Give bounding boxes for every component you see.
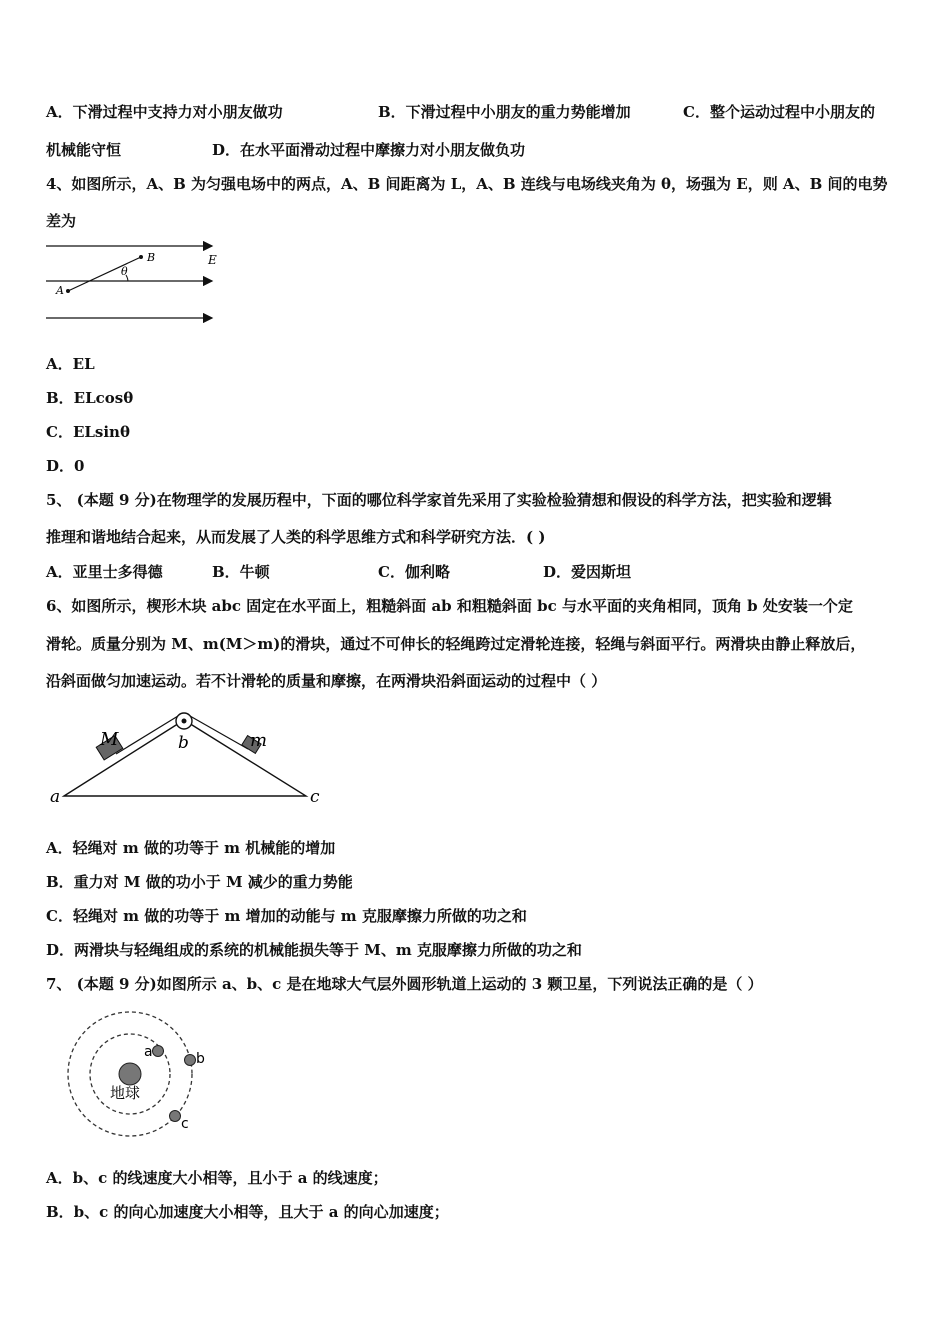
wedge-pulley-figure	[44, 704, 334, 814]
point-a	[66, 289, 70, 293]
q4-option-b: B．ELcosθ	[46, 389, 134, 407]
q6-option-b: B．重力对 M 做的功小于 M 减少的重力势能	[46, 873, 353, 891]
electric-field-figure	[40, 236, 230, 328]
q4-option-a: A．EL	[46, 355, 95, 373]
q5-option-c: C．伽利略	[378, 563, 450, 581]
q6-option-c: C．轻绳对 m 做的功等于 m 增加的动能与 m 克服摩擦力所做的功之和	[46, 907, 527, 925]
label-theta: θ	[121, 265, 128, 278]
label-e: E	[208, 253, 217, 267]
q3-option-c: C．整个运动过程中小朋友的	[683, 103, 875, 121]
label-small-m: m	[250, 730, 268, 751]
q6-option-a: A．轻绳对 m 做的功等于 m 机械能的增加	[46, 839, 336, 857]
q3-option-b: B．下滑过程中小朋友的重力势能增加	[378, 103, 631, 121]
q3-option-c-cont: 机械能守恒	[46, 141, 122, 159]
label-sat-a: a	[144, 1044, 153, 1060]
q3-option-a: A．下滑过程中支持力对小朋友做功	[46, 103, 283, 121]
satellite-b	[185, 1055, 196, 1066]
q5-stem-line1: 5、 (本题 9 分)在物理学的发展历程中，下面的哪位科学家首先采用了实验检验猜想和假设的科学方法，把实验和逻辑	[46, 491, 832, 509]
segment-ab	[68, 257, 141, 291]
satellite-c	[170, 1111, 181, 1122]
satellite-orbit-figure	[60, 1004, 220, 1144]
q4-option-d: D．0	[46, 457, 85, 475]
label-vertex-a: a	[50, 787, 61, 807]
q3-option-d: D．在水平面滑动过程中摩擦力对小朋友做负功	[212, 141, 526, 159]
label-vertex-c: c	[310, 787, 320, 807]
q4-stem-line1: 4、如图所示，A、B 为匀强电场中的两点，A、B 间距离为 L，A、B 连线与电场线夹角为 θ，场强为 E，则 A、B 间的电势	[46, 175, 888, 193]
label-vertex-b: b	[178, 733, 189, 753]
label-big-m: M	[100, 729, 119, 750]
point-b	[139, 255, 143, 259]
label-sat-b: b	[196, 1051, 205, 1067]
label-a: A	[56, 284, 64, 297]
q6-stem-line3: 沿斜面做匀加速运动。若不计滑轮的质量和摩擦，在两滑块沿斜面运动的过程中（ ）	[46, 672, 607, 690]
q5-option-b: B．牛顿	[212, 563, 270, 581]
q5-option-a: A．亚里士多得德	[46, 563, 163, 581]
satellite-a	[153, 1046, 164, 1057]
q4-stem-line2: 差为	[46, 212, 77, 230]
q4-option-c: C．ELsinθ	[46, 423, 130, 441]
earth	[119, 1063, 141, 1085]
label-b: B	[147, 251, 156, 264]
pulley-axle	[182, 719, 187, 724]
q7-option-a: A．b、c 的线速度大小相等，且小于 a 的线速度；	[46, 1169, 388, 1187]
rope-left	[116, 716, 178, 754]
q7-stem: 7、 (本题 9 分)如图所示 a、b、c 是在地球大气层外圆形轨道上运动的 3 颗卫星，下列说法正确的是（ ）	[46, 975, 763, 993]
q6-stem-line1: 6、如图所示，楔形木块 abc 固定在水平面上，粗糙斜面 ab 和粗糙斜面 bc 与水平面的夹角相同，顶角 b 处安装一个定	[46, 597, 853, 615]
q6-stem-line2: 滑轮。质量分别为 M、m(M＞m)的滑块，通过不可伸长的轻绳跨过定滑轮连接，轻绳与斜面平行。两滑块由静止释放后，	[46, 635, 866, 653]
rope-right	[190, 716, 248, 749]
q5-option-d: D．爱因斯坦	[543, 563, 632, 581]
label-earth: 地球	[110, 1084, 141, 1102]
q5-stem-line2: 推理和谐地结合起来，从而发展了人类的科学思维方式和科学研究方法．( )	[46, 528, 546, 546]
q6-option-d: D．两滑块与轻绳组成的系统的机械能损失等于 M、m 克服摩擦力所做的功之和	[46, 941, 582, 959]
q7-option-b: B．b、c 的向心加速度大小相等，且大于 a 的向心加速度；	[46, 1203, 449, 1221]
label-sat-c: c	[181, 1116, 189, 1132]
